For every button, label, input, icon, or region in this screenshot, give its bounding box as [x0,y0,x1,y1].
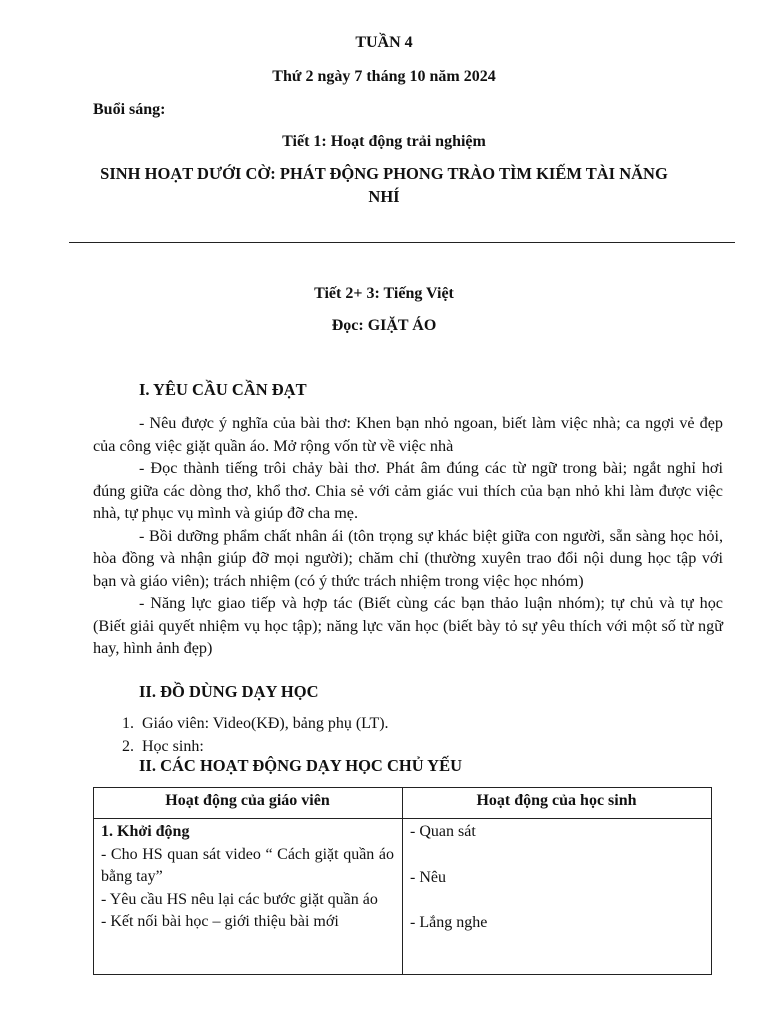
table-header-row [94,788,712,819]
period1-title-line2: NHÍ [368,186,400,206]
section3-heading: II. CÁC HOẠT ĐỘNG DẠY HỌC CHỦ YẾU [139,756,462,775]
requirement-paragraph: - Nêu được ý nghĩa của bài thơ: Khen bạn nhỏ ngoan, biết làm việc nhà; ca ngợi vẻ đẹp của công việc giặt quần áo. Mở rộng vốn từ về việc nhà [93,414,723,455]
student-step: - Lắng nghe [410,914,488,931]
list-item: 2. Học sinh: [138,736,728,759]
table-header-teacher: Hoạt động của giáo viên [94,788,403,819]
student-activity-cell [403,819,712,975]
period1-label: Tiết 1: Hoạt động trải nghiệm [282,133,486,150]
teacher-step: - Yêu cầu HS nêu lại các bước giặt quần áo [101,890,378,908]
teacher-step: - Cho HS quan sát video “ Cách giặt quần áo bằng tay” [101,845,394,885]
teacher-step: - Kết nối bài học – giới thiệu bài mới [101,913,339,930]
requirements-body [93,412,723,660]
requirement-paragraph: - Năng lực giao tiếp và hợp tác (Biết cùng các bạn thảo luận nhóm); tự chủ và tự học (Biết giải quyết nhiệm vụ học tập); năng lực văn học (biết bày tỏ sự yêu thích với một số từ ngữ hay, hình ảnh đẹp) [93,594,723,657]
requirement-paragraph: - Bồi dưỡng phẩm chất nhân ái (tôn trọng sự khác biệt giữa con người, sẵn sàng học hỏi, hòa đồng và nhận giúp đỡ mọi người); chăm chỉ (thường xuyên trao đổi nội dung học tập với bạn và giáo viên); trách nhiệm (có ý thức trách nhiệm trong việc học nhóm) [93,526,723,590]
section1-heading: I. YÊU CẦU CẦN ĐẠT [139,380,307,399]
period2-label: Tiết 2+ 3: Tiếng Việt [314,285,454,302]
list-item: 1. Giáo viên: Video(KĐ), bảng phụ (LT). [138,713,728,736]
teacher-activity-cell [94,819,403,975]
session-label: Buổi sáng: [93,101,166,118]
requirement-paragraph: - Đọc thành tiếng trôi chảy bài thơ. Phát âm đúng các từ ngữ trong bài; ngắt nghỉ hơi đúng giữa các dòng thơ, khổ thơ. Chia sẻ với cảm giác vui thích của bạn nhỏ khi làm được việc nhà, tự phục vụ mình và giúp đỡ cha mẹ. [93,459,723,522]
horizontal-divider [69,242,735,243]
student-step: - Quan sát [410,823,476,840]
section2-heading: II. ĐỒ DÙNG DẠY HỌC [139,682,319,701]
table-row [94,819,712,975]
lesson-date: Thứ 2 ngày 7 tháng 10 năm 2024 [272,68,496,85]
student-step: - Nêu [410,868,446,886]
materials-list [93,713,728,758]
period1-title [0,163,768,208]
table-header-student: Hoạt động của học sinh [403,788,712,819]
reading-title: Đọc: GIẶT ÁO [331,317,437,334]
activity-title: 1. Khởi động [101,823,190,840]
activities-table [93,787,712,975]
week-title: TUẦN 4 [355,34,413,51]
period1-title-line1: SINH HOẠT DƯỚI CỜ: PHÁT ĐỘNG PHONG TRÀO TÌM KIẾM TÀI NĂNG [100,164,668,183]
